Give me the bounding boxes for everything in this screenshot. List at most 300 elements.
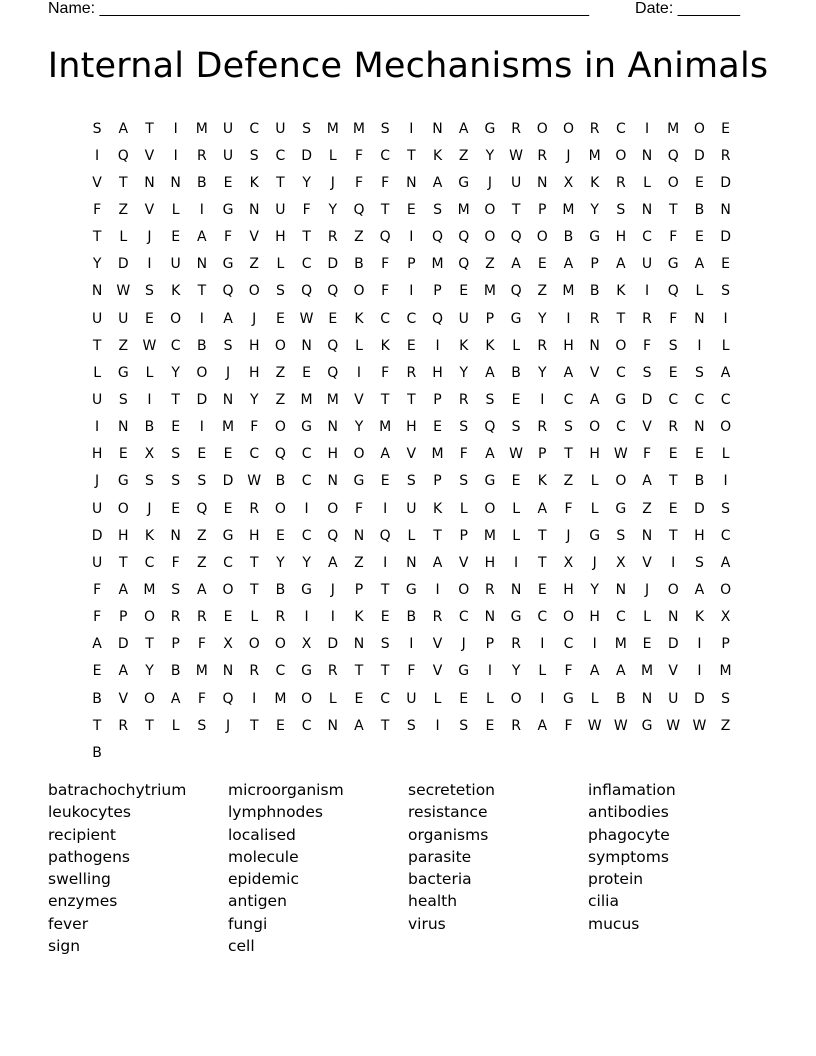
grid-letter[interactable]: G: [353, 473, 365, 490]
grid-letter[interactable]: M: [431, 256, 444, 273]
grid-letter[interactable]: W: [509, 446, 524, 463]
grid-letter[interactable]: T: [145, 120, 154, 137]
grid-letter[interactable]: I: [95, 419, 100, 436]
grid-letter[interactable]: D: [196, 391, 208, 408]
grid-letter[interactable]: F: [93, 581, 102, 598]
grid-letter[interactable]: Y: [145, 663, 154, 680]
grid-letter[interactable]: E: [275, 717, 285, 734]
grid-letter[interactable]: D: [117, 636, 129, 653]
grid-letter[interactable]: L: [512, 337, 520, 354]
grid-letter[interactable]: I: [409, 120, 414, 137]
grid-letter[interactable]: D: [327, 256, 339, 273]
grid-letter[interactable]: U: [668, 690, 679, 707]
grid-letter[interactable]: K: [537, 473, 547, 490]
grid-letter[interactable]: Q: [379, 527, 391, 544]
grid-letter[interactable]: S: [694, 364, 704, 381]
grid-letter[interactable]: M: [457, 201, 470, 218]
grid-letter[interactable]: X: [563, 174, 574, 191]
grid-letter[interactable]: Y: [485, 147, 495, 164]
grid-letter[interactable]: D: [222, 473, 234, 490]
grid-letter[interactable]: L: [250, 609, 259, 626]
grid-letter[interactable]: F: [407, 663, 416, 680]
grid-letter[interactable]: T: [119, 174, 128, 191]
grid-letter[interactable]: G: [222, 201, 234, 218]
grid-letter[interactable]: I: [644, 120, 650, 137]
grid-letter[interactable]: R: [668, 419, 679, 436]
grid-letter[interactable]: M: [562, 201, 575, 218]
grid-letter[interactable]: T: [145, 717, 154, 734]
grid-letter[interactable]: S: [197, 717, 207, 734]
grid-letter[interactable]: D: [720, 229, 731, 246]
grid-letter[interactable]: Z: [720, 717, 731, 734]
grid-letter[interactable]: B: [511, 364, 521, 381]
grid-letter[interactable]: N: [327, 473, 339, 490]
grid-letter[interactable]: L: [721, 337, 730, 354]
grid-letter[interactable]: Q: [327, 364, 339, 381]
grid-letter[interactable]: T: [249, 717, 259, 734]
grid-letter[interactable]: O: [536, 120, 548, 137]
grid-letter[interactable]: A: [616, 256, 626, 273]
grid-letter[interactable]: X: [616, 554, 626, 571]
grid-letter[interactable]: O: [720, 581, 732, 598]
grid-letter[interactable]: O: [353, 446, 365, 463]
grid-letter[interactable]: H: [327, 446, 339, 463]
grid-letter[interactable]: K: [616, 283, 626, 300]
grid-letter[interactable]: M: [483, 283, 496, 300]
grid-letter[interactable]: N: [170, 174, 181, 191]
grid-letter[interactable]: F: [302, 201, 311, 218]
grid-letter[interactable]: E: [668, 500, 678, 517]
grid-letter[interactable]: P: [721, 636, 730, 653]
grid-letter[interactable]: B: [354, 256, 364, 273]
grid-letter[interactable]: K: [171, 283, 181, 300]
grid-letter[interactable]: T: [249, 581, 259, 598]
grid-letter[interactable]: S: [459, 717, 469, 734]
grid-letter[interactable]: E: [197, 446, 207, 463]
grid-letter[interactable]: Z: [197, 527, 207, 544]
grid-letter[interactable]: C: [301, 717, 312, 734]
grid-letter[interactable]: F: [197, 690, 206, 707]
grid-letter[interactable]: C: [615, 609, 626, 626]
grid-letter[interactable]: N: [641, 147, 653, 164]
grid-letter[interactable]: E: [433, 419, 442, 436]
grid-letter[interactable]: R: [432, 609, 443, 626]
grid-letter[interactable]: Q: [222, 690, 234, 707]
grid-letter[interactable]: F: [250, 419, 259, 436]
grid-letter[interactable]: T: [538, 527, 547, 544]
grid-letter[interactable]: D: [327, 636, 339, 653]
grid-letter[interactable]: H: [589, 609, 600, 626]
grid-letter[interactable]: A: [485, 364, 495, 381]
grid-letter[interactable]: C: [249, 120, 260, 137]
grid-letter[interactable]: D: [694, 500, 705, 517]
grid-letter[interactable]: E: [171, 229, 181, 246]
grid-letter[interactable]: M: [379, 419, 392, 436]
grid-letter[interactable]: R: [249, 663, 260, 680]
grid-letter[interactable]: D: [641, 391, 653, 408]
grid-letter[interactable]: P: [433, 391, 442, 408]
grid-letter[interactable]: P: [119, 609, 128, 626]
grid-letter[interactable]: L: [407, 527, 416, 544]
grid-letter[interactable]: Q: [510, 229, 522, 246]
grid-letter[interactable]: N: [118, 419, 129, 436]
grid-letter[interactable]: A: [380, 446, 390, 463]
grid-letter[interactable]: O: [170, 310, 182, 327]
grid-letter[interactable]: A: [616, 663, 626, 680]
grid-letter[interactable]: C: [301, 473, 312, 490]
grid-letter[interactable]: B: [616, 690, 626, 707]
grid-letter[interactable]: Z: [197, 554, 207, 571]
grid-letter[interactable]: Y: [328, 201, 338, 218]
grid-letter[interactable]: L: [276, 256, 285, 273]
grid-letter[interactable]: T: [197, 283, 207, 300]
grid-letter[interactable]: A: [170, 690, 181, 707]
grid-letter[interactable]: E: [511, 473, 521, 490]
grid-letter[interactable]: R: [589, 120, 600, 137]
grid-letter[interactable]: O: [274, 500, 286, 517]
grid-letter[interactable]: I: [147, 391, 152, 408]
grid-letter[interactable]: K: [380, 337, 390, 354]
grid-letter[interactable]: M: [483, 527, 496, 544]
grid-letter[interactable]: X: [223, 636, 233, 653]
grid-letter[interactable]: Z: [354, 554, 364, 571]
grid-letter[interactable]: U: [641, 256, 653, 273]
grid-letter[interactable]: O: [484, 201, 496, 218]
grid-letter[interactable]: O: [667, 581, 679, 598]
grid-letter[interactable]: S: [406, 473, 416, 490]
date-field-label[interactable]: Date: _______: [635, 0, 740, 17]
grid-letter[interactable]: Z: [563, 473, 574, 490]
grid-letter[interactable]: R: [118, 717, 129, 734]
grid-letter[interactable]: Q: [432, 310, 444, 327]
grid-letter[interactable]: C: [275, 663, 286, 680]
grid-letter[interactable]: C: [615, 120, 626, 137]
grid-letter[interactable]: N: [484, 609, 496, 626]
grid-letter[interactable]: N: [353, 636, 365, 653]
grid-letter[interactable]: I: [697, 636, 702, 653]
grid-letter[interactable]: I: [383, 554, 388, 571]
grid-letter[interactable]: T: [668, 527, 678, 544]
grid-letter[interactable]: T: [511, 201, 521, 218]
grid-letter[interactable]: Q: [327, 337, 339, 354]
grid-letter[interactable]: N: [694, 310, 705, 327]
grid-letter[interactable]: O: [248, 636, 260, 653]
grid-letter[interactable]: F: [381, 283, 390, 300]
grid-letter[interactable]: B: [589, 283, 600, 300]
grid-letter[interactable]: S: [145, 283, 154, 300]
grid-letter[interactable]: B: [694, 473, 705, 490]
grid-letter[interactable]: H: [248, 337, 260, 354]
grid-letter[interactable]: G: [510, 609, 522, 626]
grid-letter[interactable]: F: [93, 201, 102, 218]
grid-letter[interactable]: V: [92, 174, 102, 191]
grid-letter[interactable]: Z: [458, 147, 469, 164]
grid-letter[interactable]: Q: [458, 256, 470, 273]
grid-letter[interactable]: Q: [432, 229, 444, 246]
grid-letter[interactable]: L: [512, 527, 520, 544]
grid-letter[interactable]: Q: [510, 283, 522, 300]
grid-letter[interactable]: E: [694, 174, 704, 191]
grid-letter[interactable]: C: [694, 391, 705, 408]
grid-letter[interactable]: I: [723, 310, 728, 327]
grid-letter[interactable]: G: [222, 256, 234, 273]
grid-letter[interactable]: M: [352, 120, 366, 137]
grid-letter[interactable]: E: [668, 364, 678, 381]
grid-letter[interactable]: T: [380, 391, 390, 408]
grid-letter[interactable]: G: [510, 310, 522, 327]
grid-letter[interactable]: I: [356, 364, 362, 381]
grid-letter[interactable]: A: [118, 581, 129, 598]
grid-letter[interactable]: A: [197, 229, 207, 246]
grid-letter[interactable]: O: [458, 581, 470, 598]
grid-letter[interactable]: B: [275, 473, 286, 490]
grid-letter[interactable]: B: [144, 419, 155, 436]
grid-letter[interactable]: S: [171, 473, 181, 490]
grid-letter[interactable]: X: [563, 554, 574, 571]
grid-letter[interactable]: O: [222, 581, 234, 598]
grid-letter[interactable]: L: [171, 201, 180, 218]
grid-letter[interactable]: Q: [484, 419, 496, 436]
grid-letter[interactable]: H: [589, 446, 600, 463]
grid-letter[interactable]: A: [118, 663, 129, 680]
grid-letter[interactable]: V: [406, 446, 417, 463]
grid-letter[interactable]: S: [92, 120, 102, 137]
grid-letter[interactable]: R: [196, 147, 207, 164]
grid-letter[interactable]: L: [93, 364, 101, 381]
grid-letter[interactable]: S: [145, 473, 154, 490]
grid-letter[interactable]: N: [196, 256, 208, 273]
grid-letter[interactable]: C: [458, 609, 469, 626]
grid-letter[interactable]: O: [353, 283, 365, 300]
grid-letter[interactable]: Y: [354, 419, 364, 436]
grid-letter[interactable]: I: [723, 473, 728, 490]
grid-letter[interactable]: D: [694, 147, 705, 164]
grid-letter[interactable]: R: [458, 391, 469, 408]
grid-letter[interactable]: S: [171, 581, 181, 598]
grid-letter[interactable]: R: [170, 609, 181, 626]
grid-letter[interactable]: K: [144, 527, 155, 544]
grid-letter[interactable]: X: [301, 636, 312, 653]
grid-letter[interactable]: Y: [92, 256, 102, 273]
grid-letter[interactable]: M: [562, 283, 575, 300]
grid-letter[interactable]: I: [540, 391, 545, 408]
grid-letter[interactable]: J: [147, 500, 152, 517]
grid-letter[interactable]: I: [566, 310, 571, 327]
grid-letter[interactable]: Y: [538, 310, 547, 327]
grid-letter[interactable]: C: [537, 609, 548, 626]
grid-letter[interactable]: T: [538, 554, 547, 571]
grid-letter[interactable]: Z: [275, 364, 286, 381]
grid-letter[interactable]: Q: [458, 229, 470, 246]
grid-letter[interactable]: O: [117, 500, 129, 517]
grid-letter[interactable]: O: [274, 337, 286, 354]
grid-letter[interactable]: S: [721, 690, 731, 707]
grid-letter[interactable]: A: [720, 364, 731, 381]
grid-letter[interactable]: R: [537, 419, 548, 436]
grid-letter[interactable]: U: [275, 120, 286, 137]
grid-letter[interactable]: N: [222, 663, 234, 680]
grid-letter[interactable]: O: [615, 473, 627, 490]
grid-letter[interactable]: S: [668, 337, 678, 354]
grid-letter[interactable]: F: [224, 229, 233, 246]
grid-letter[interactable]: L: [590, 690, 599, 707]
grid-letter[interactable]: C: [301, 446, 312, 463]
grid-letter[interactable]: I: [697, 337, 702, 354]
grid-letter[interactable]: V: [668, 663, 678, 680]
grid-letter[interactable]: R: [511, 717, 521, 734]
grid-letter[interactable]: Z: [275, 391, 286, 408]
grid-letter[interactable]: S: [380, 120, 390, 137]
grid-letter[interactable]: T: [92, 717, 102, 734]
grid-letter[interactable]: L: [145, 364, 154, 381]
grid-letter[interactable]: V: [589, 364, 600, 381]
grid-letter[interactable]: P: [485, 636, 495, 653]
grid-letter[interactable]: E: [694, 446, 704, 463]
grid-letter[interactable]: H: [248, 527, 260, 544]
grid-letter[interactable]: J: [95, 473, 100, 490]
grid-letter[interactable]: U: [222, 147, 234, 164]
grid-letter[interactable]: S: [459, 473, 469, 490]
grid-letter[interactable]: Q: [379, 229, 391, 246]
grid-letter[interactable]: Q: [327, 527, 339, 544]
grid-letter[interactable]: G: [589, 229, 601, 246]
grid-letter[interactable]: O: [720, 419, 732, 436]
grid-letter[interactable]: U: [275, 201, 286, 218]
grid-letter[interactable]: M: [326, 391, 339, 408]
grid-letter[interactable]: E: [406, 337, 416, 354]
grid-letter[interactable]: M: [143, 581, 156, 598]
grid-letter[interactable]: I: [514, 554, 519, 571]
grid-letter[interactable]: Z: [354, 229, 364, 246]
grid-letter[interactable]: V: [354, 391, 364, 408]
grid-letter[interactable]: R: [196, 609, 207, 626]
grid-letter[interactable]: J: [252, 310, 257, 327]
grid-letter[interactable]: C: [406, 310, 417, 327]
grid-letter[interactable]: I: [644, 283, 650, 300]
grid-letter[interactable]: O: [667, 174, 679, 191]
grid-letter[interactable]: E: [223, 446, 233, 463]
grid-letter[interactable]: L: [512, 500, 520, 517]
grid-letter[interactable]: Y: [249, 391, 259, 408]
grid-letter[interactable]: S: [223, 337, 233, 354]
grid-letter[interactable]: E: [118, 446, 128, 463]
grid-letter[interactable]: M: [221, 419, 235, 436]
grid-letter[interactable]: E: [694, 229, 704, 246]
grid-letter[interactable]: E: [721, 120, 731, 137]
grid-letter[interactable]: P: [590, 256, 599, 273]
grid-letter[interactable]: U: [222, 120, 234, 137]
grid-letter[interactable]: O: [536, 229, 548, 246]
grid-letter[interactable]: H: [563, 581, 574, 598]
grid-letter[interactable]: M: [300, 391, 313, 408]
grid-letter[interactable]: W: [613, 446, 628, 463]
grid-letter[interactable]: J: [147, 229, 152, 246]
grid-letter[interactable]: N: [248, 201, 260, 218]
grid-letter[interactable]: W: [142, 337, 157, 354]
grid-letter[interactable]: E: [537, 256, 547, 273]
grid-letter[interactable]: E: [223, 174, 233, 191]
grid-letter[interactable]: A: [642, 473, 652, 490]
grid-letter[interactable]: Z: [642, 500, 652, 517]
grid-letter[interactable]: I: [697, 663, 702, 680]
grid-letter[interactable]: E: [485, 717, 495, 734]
grid-letter[interactable]: M: [640, 663, 654, 680]
grid-letter[interactable]: E: [459, 690, 469, 707]
grid-letter[interactable]: K: [485, 337, 495, 354]
grid-letter[interactable]: R: [327, 663, 338, 680]
grid-letter[interactable]: G: [589, 527, 601, 544]
grid-letter[interactable]: I: [383, 500, 388, 517]
grid-letter[interactable]: S: [171, 446, 181, 463]
grid-letter[interactable]: I: [435, 581, 440, 598]
grid-letter[interactable]: P: [459, 527, 468, 544]
grid-letter[interactable]: V: [642, 419, 652, 436]
grid-letter[interactable]: A: [563, 364, 574, 381]
grid-letter[interactable]: L: [590, 473, 599, 490]
grid-letter[interactable]: L: [355, 337, 363, 354]
grid-letter[interactable]: H: [275, 229, 286, 246]
grid-letter[interactable]: A: [485, 446, 495, 463]
grid-letter[interactable]: W: [509, 147, 524, 164]
grid-letter[interactable]: A: [223, 310, 233, 327]
grid-letter[interactable]: C: [720, 391, 731, 408]
grid-letter[interactable]: F: [643, 446, 652, 463]
grid-letter[interactable]: O: [196, 364, 208, 381]
grid-letter[interactable]: T: [171, 391, 180, 408]
grid-letter[interactable]: N: [641, 527, 653, 544]
grid-letter[interactable]: N: [641, 201, 653, 218]
grid-letter[interactable]: B: [197, 337, 207, 354]
grid-letter[interactable]: M: [667, 120, 680, 137]
grid-letter[interactable]: C: [380, 690, 391, 707]
grid-letter[interactable]: M: [588, 147, 601, 164]
grid-letter[interactable]: V: [118, 690, 129, 707]
grid-letter[interactable]: I: [173, 120, 178, 137]
grid-letter[interactable]: O: [484, 500, 496, 517]
grid-letter[interactable]: O: [562, 609, 574, 626]
grid-letter[interactable]: I: [252, 690, 257, 707]
grid-letter[interactable]: F: [669, 310, 678, 327]
grid-letter[interactable]: V: [432, 636, 443, 653]
grid-letter[interactable]: N: [144, 174, 155, 191]
grid-letter[interactable]: Y: [590, 201, 599, 218]
grid-letter[interactable]: S: [616, 201, 626, 218]
grid-letter[interactable]: N: [301, 337, 312, 354]
grid-letter[interactable]: R: [275, 609, 286, 626]
grid-letter[interactable]: G: [458, 174, 470, 191]
grid-letter[interactable]: J: [330, 581, 335, 598]
grid-letter[interactable]: X: [720, 609, 731, 626]
grid-letter[interactable]: W: [116, 283, 131, 300]
grid-letter[interactable]: K: [694, 609, 704, 626]
grid-letter[interactable]: N: [353, 527, 365, 544]
grid-letter[interactable]: F: [354, 147, 363, 164]
grid-letter[interactable]: F: [381, 174, 390, 191]
grid-letter[interactable]: C: [249, 446, 260, 463]
grid-letter[interactable]: F: [354, 500, 363, 517]
grid-letter[interactable]: A: [354, 717, 364, 734]
grid-letter[interactable]: S: [642, 364, 652, 381]
grid-letter[interactable]: J: [644, 581, 650, 598]
grid-letter[interactable]: E: [171, 500, 181, 517]
grid-letter[interactable]: Q: [667, 283, 679, 300]
grid-letter[interactable]: A: [327, 554, 338, 571]
grid-letter[interactable]: B: [406, 609, 417, 626]
grid-letter[interactable]: R: [720, 147, 731, 164]
grid-letter[interactable]: V: [144, 201, 155, 218]
grid-letter[interactable]: C: [223, 554, 233, 571]
grid-letter[interactable]: G: [301, 663, 313, 680]
